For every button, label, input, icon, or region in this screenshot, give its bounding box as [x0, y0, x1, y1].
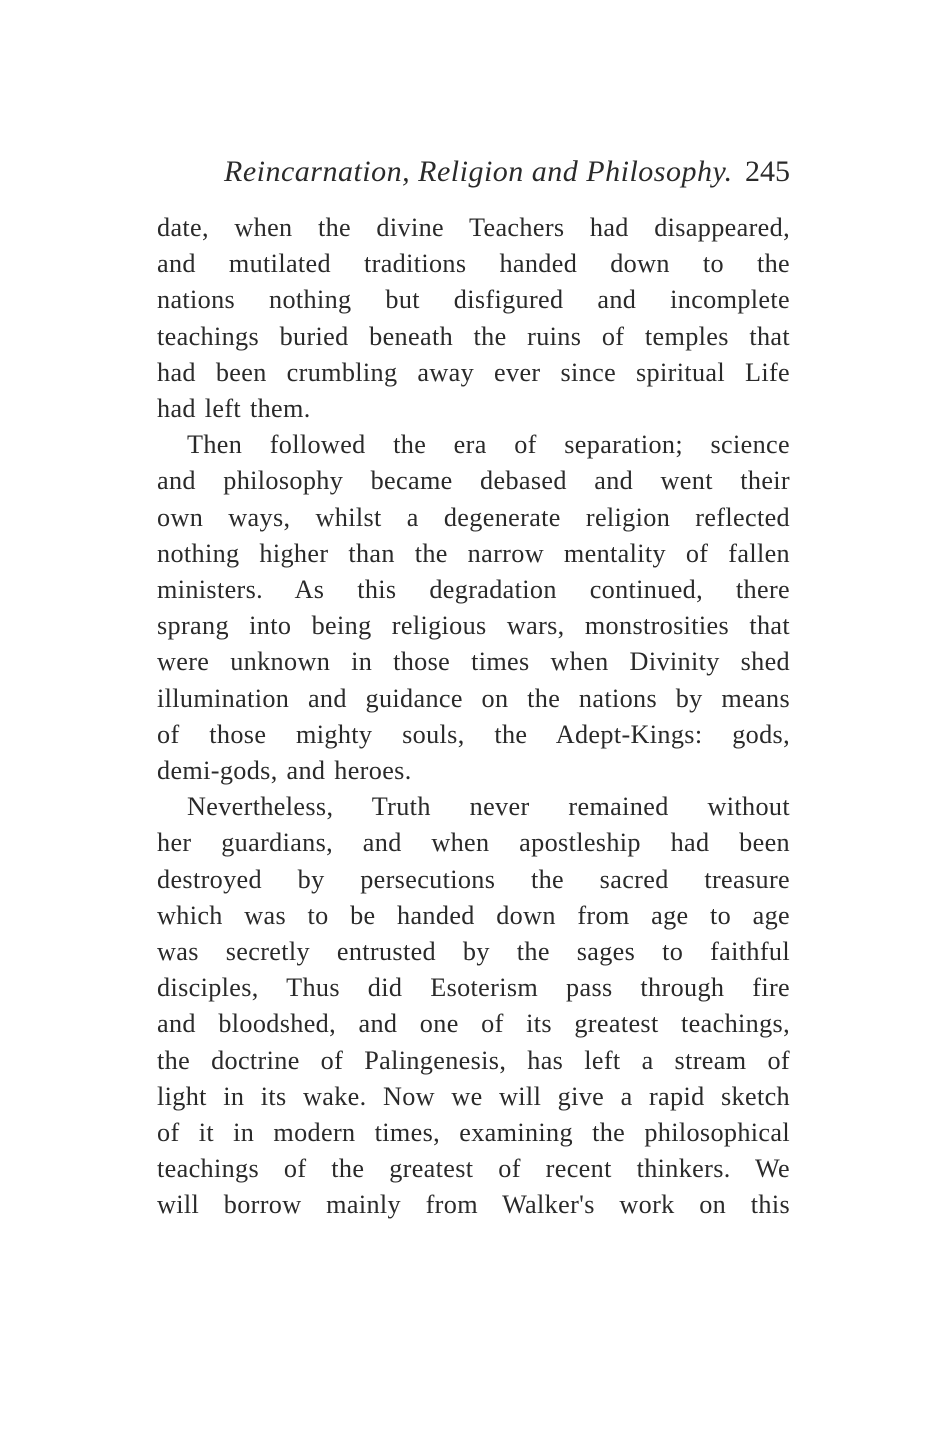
body-text: [157, 210, 790, 1224]
text-line: demi-gods, and heroes.: [157, 756, 412, 786]
running-title: Reincarnation, Religion and Philosophy.: [224, 155, 733, 188]
text-line: nothing higher than the narrow mentality of fallen: [157, 538, 790, 568]
text-line: destroyed by persecutions the sacred treasure: [157, 864, 790, 894]
text-line: and philosophy became debased and went their: [157, 466, 790, 496]
text-line: had left them.: [157, 394, 311, 424]
paragraph-3: [157, 789, 790, 1223]
text-line: light in its wake. Now we will give a rapid sketch: [157, 1081, 790, 1111]
text-line: disciples, Thus did Esoterism pass through fire: [157, 973, 790, 1003]
text-line: was secretly entrusted by the sages to faithful: [157, 937, 790, 967]
text-line: the doctrine of Palingenesis, has left a stream of: [157, 1045, 790, 1075]
text-line: own ways, whilst a degenerate religion reflected: [157, 502, 790, 532]
text-line: will borrow mainly from Walker's work on this: [157, 1190, 790, 1220]
text-line: and bloodshed, and one of its greatest teachings,: [157, 1009, 790, 1039]
text-line: and mutilated traditions handed down to the: [157, 249, 790, 279]
text-line: illumination and guidance on the nations by means: [157, 683, 790, 713]
page-number: 245: [745, 155, 790, 188]
text-line: sprang into being religious wars, monstrosities that: [157, 611, 790, 641]
text-line: nations nothing but disfigured and incomplete: [157, 285, 790, 315]
text-line: which was to be handed down from age to age: [157, 900, 790, 930]
text-line: Nevertheless, Truth never remained without: [187, 792, 790, 822]
text-line: ministers. As this degradation continued, there: [157, 575, 790, 605]
text-line: had been crumbling away ever since spiritual Life: [157, 357, 790, 387]
text-line: teachings buried beneath the ruins of temples that: [157, 321, 790, 351]
text-line: Then followed the era of separation; science: [187, 430, 790, 460]
running-header: [157, 155, 790, 195]
paragraph-1: [157, 210, 790, 427]
text-line: of those mighty souls, the Adept-Kings: gods,: [157, 719, 790, 749]
text-line: her guardians, and when apostleship had been: [157, 828, 790, 858]
text-line: of it in modern times, examining the philosophical: [157, 1118, 790, 1148]
paragraph-2: [157, 427, 790, 789]
text-line: were unknown in those times when Divinity shed: [157, 647, 790, 677]
text-line: teachings of the greatest of recent thinkers. We: [157, 1154, 790, 1184]
text-line: date, when the divine Teachers had disappeared,: [157, 213, 790, 242]
